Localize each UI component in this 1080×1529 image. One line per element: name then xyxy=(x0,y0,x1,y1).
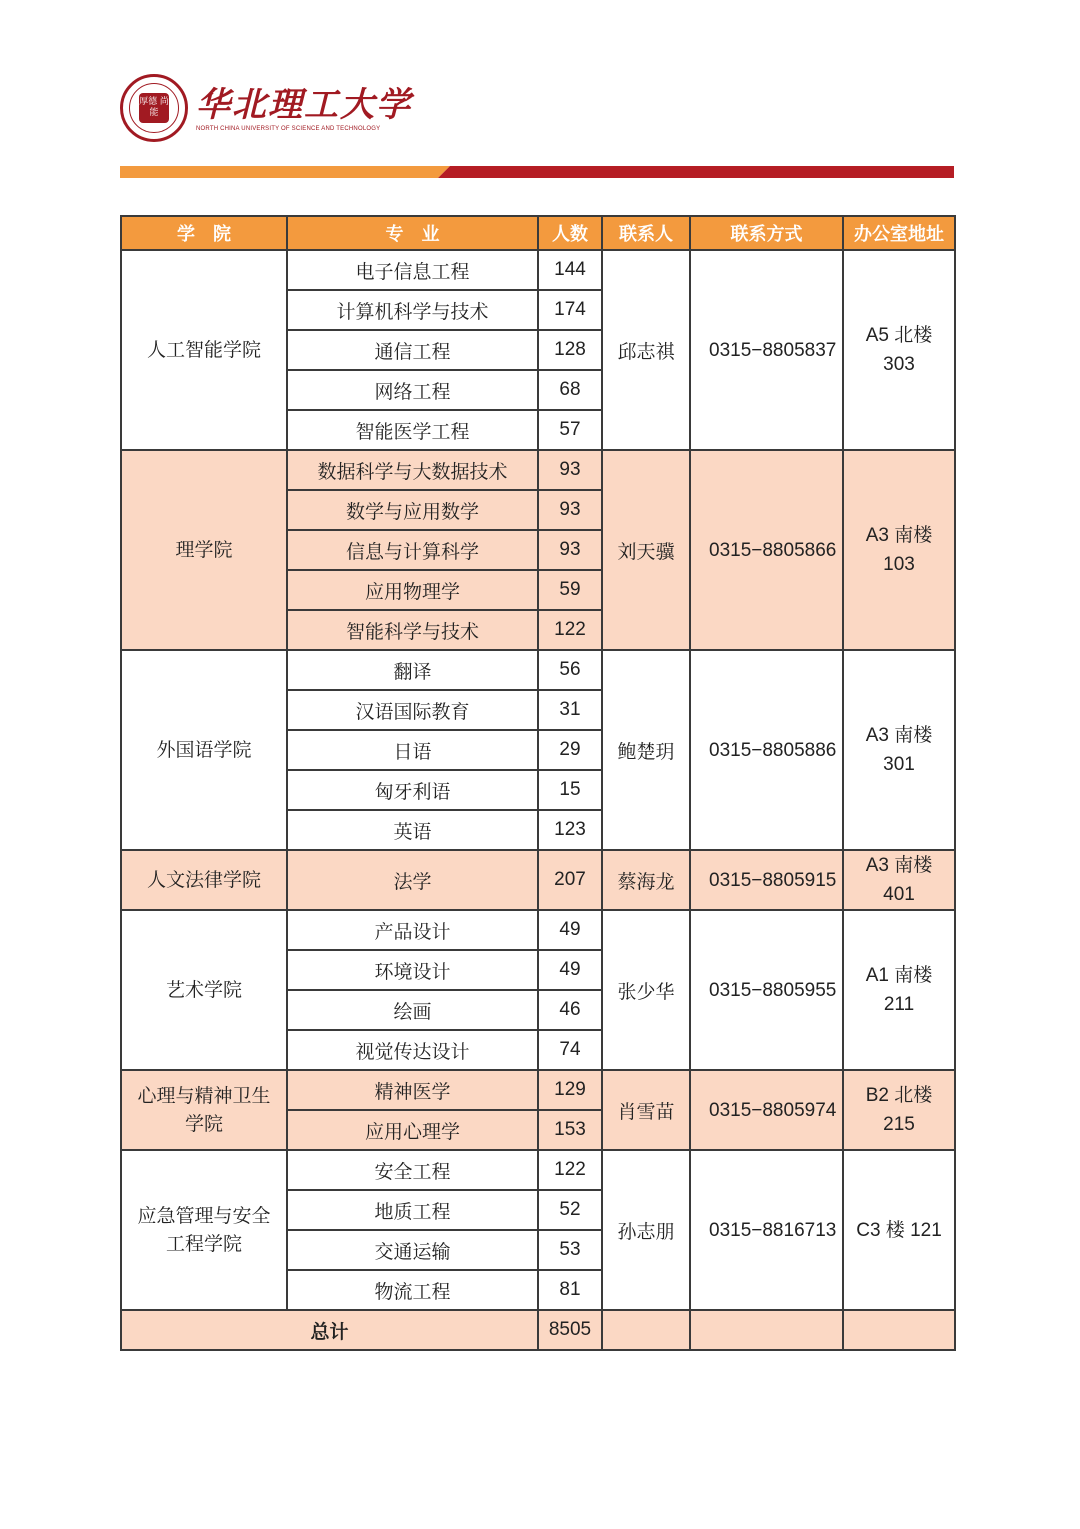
phone-cell: 0315−8816713 xyxy=(690,1150,843,1310)
table-body xyxy=(121,250,955,1350)
university-seal-icon xyxy=(120,74,188,142)
table-row xyxy=(121,650,955,690)
major-cell: 物流工程 xyxy=(287,1270,538,1310)
table-header-row xyxy=(121,216,955,250)
count-cell: 46 xyxy=(538,990,602,1030)
logo-text xyxy=(196,85,412,132)
office-cell: B2 北楼 215 xyxy=(843,1070,955,1150)
major-cell: 智能科学与技术 xyxy=(287,610,538,650)
table-row xyxy=(121,1070,955,1110)
table-row xyxy=(121,250,955,290)
count-cell: 49 xyxy=(538,950,602,990)
major-cell: 信息与计算科学 xyxy=(287,530,538,570)
enrollment-table xyxy=(120,215,956,1351)
table-row xyxy=(121,850,955,910)
major-cell: 日语 xyxy=(287,730,538,770)
major-cell: 英语 xyxy=(287,810,538,850)
major-cell: 精神医学 xyxy=(287,1070,538,1110)
contact-cell: 孙志朋 xyxy=(602,1150,690,1310)
count-cell: 122 xyxy=(538,1150,602,1190)
university-name-en: NORTH CHINA UNIVERSITY OF SCIENCE AND TECHNOLOGY xyxy=(196,125,381,132)
college-cell: 人工智能学院 xyxy=(121,250,287,450)
college-cell: 艺术学院 xyxy=(121,910,287,1070)
office-cell: A3 南楼 301 xyxy=(843,650,955,850)
table-row xyxy=(121,1150,955,1190)
count-cell: 93 xyxy=(538,530,602,570)
phone-cell: 0315−8805915 xyxy=(690,850,843,910)
major-cell: 数据科学与大数据技术 xyxy=(287,450,538,490)
major-cell: 视觉传达设计 xyxy=(287,1030,538,1070)
phone-cell: 0315−8805866 xyxy=(690,450,843,650)
major-cell: 法学 xyxy=(287,850,538,910)
major-cell: 汉语国际教育 xyxy=(287,690,538,730)
header-office: 办公室地址 xyxy=(843,216,955,250)
office-cell: A1 南楼 211 xyxy=(843,910,955,1070)
major-cell: 网络工程 xyxy=(287,370,538,410)
phone-cell: 0315−8805974 xyxy=(690,1070,843,1150)
count-cell: 81 xyxy=(538,1270,602,1310)
phone-cell: 0315−8805886 xyxy=(690,650,843,850)
major-cell: 计算机科学与技术 xyxy=(287,290,538,330)
major-cell: 数学与应用数学 xyxy=(287,490,538,530)
contact-cell: 肖雪苗 xyxy=(602,1070,690,1150)
count-cell: 29 xyxy=(538,730,602,770)
count-cell: 57 xyxy=(538,410,602,450)
count-cell: 129 xyxy=(538,1070,602,1110)
office-cell: A3 南楼 103 xyxy=(843,450,955,650)
table-row xyxy=(121,450,955,490)
office-cell: A5 北楼 303 xyxy=(843,250,955,450)
total-empty-cell xyxy=(690,1310,843,1350)
university-name-cn: 华北理工大学 xyxy=(196,84,412,125)
count-cell: 68 xyxy=(538,370,602,410)
office-cell: C3 楼 121 xyxy=(843,1150,955,1310)
count-cell: 123 xyxy=(538,810,602,850)
count-cell: 52 xyxy=(538,1190,602,1230)
major-cell: 交通运输 xyxy=(287,1230,538,1270)
count-cell: 174 xyxy=(538,290,602,330)
count-cell: 122 xyxy=(538,610,602,650)
count-cell: 128 xyxy=(538,330,602,370)
major-cell: 智能医学工程 xyxy=(287,410,538,450)
college-cell: 外国语学院 xyxy=(121,650,287,850)
contact-cell: 刘天骥 xyxy=(602,450,690,650)
total-count: 8505 xyxy=(538,1310,602,1350)
table-row xyxy=(121,910,955,950)
major-cell: 翻译 xyxy=(287,650,538,690)
header-phone: 联系方式 xyxy=(690,216,843,250)
major-cell: 绘画 xyxy=(287,990,538,1030)
header-contact: 联系人 xyxy=(602,216,690,250)
count-cell: 144 xyxy=(538,250,602,290)
major-cell: 匈牙利语 xyxy=(287,770,538,810)
major-cell: 电子信息工程 xyxy=(287,250,538,290)
total-label: 总计 xyxy=(121,1310,538,1350)
major-cell: 环境设计 xyxy=(287,950,538,990)
count-cell: 207 xyxy=(538,850,602,910)
header-divider-stripe xyxy=(120,166,954,178)
phone-cell: 0315−8805955 xyxy=(690,910,843,1070)
count-cell: 56 xyxy=(538,650,602,690)
count-cell: 49 xyxy=(538,910,602,950)
header-major: 专 业 xyxy=(287,216,538,250)
major-cell: 应用物理学 xyxy=(287,570,538,610)
college-cell: 人文法律学院 xyxy=(121,850,287,910)
total-empty-cell xyxy=(843,1310,955,1350)
contact-cell: 蔡海龙 xyxy=(602,850,690,910)
college-cell: 心理与精神卫生学院 xyxy=(121,1070,287,1150)
seal-motto: 厚德 尚能 xyxy=(139,93,169,123)
university-logo xyxy=(120,73,412,143)
contact-cell: 鲍楚玥 xyxy=(602,650,690,850)
major-cell: 产品设计 xyxy=(287,910,538,950)
college-cell: 应急管理与安全工程学院 xyxy=(121,1150,287,1310)
major-cell: 通信工程 xyxy=(287,330,538,370)
count-cell: 15 xyxy=(538,770,602,810)
major-cell: 安全工程 xyxy=(287,1150,538,1190)
count-cell: 59 xyxy=(538,570,602,610)
major-cell: 应用心理学 xyxy=(287,1110,538,1150)
count-cell: 93 xyxy=(538,450,602,490)
total-row xyxy=(121,1310,955,1350)
count-cell: 93 xyxy=(538,490,602,530)
college-cell: 理学院 xyxy=(121,450,287,650)
count-cell: 31 xyxy=(538,690,602,730)
contact-cell: 邱志祺 xyxy=(602,250,690,450)
count-cell: 53 xyxy=(538,1230,602,1270)
contact-cell: 张少华 xyxy=(602,910,690,1070)
major-cell: 地质工程 xyxy=(287,1190,538,1230)
office-cell: A3 南楼 401 xyxy=(843,850,955,910)
count-cell: 153 xyxy=(538,1110,602,1150)
header-college: 学 院 xyxy=(121,216,287,250)
total-empty-cell xyxy=(602,1310,690,1350)
header-count: 人数 xyxy=(538,216,602,250)
phone-cell: 0315−8805837 xyxy=(690,250,843,450)
count-cell: 74 xyxy=(538,1030,602,1070)
